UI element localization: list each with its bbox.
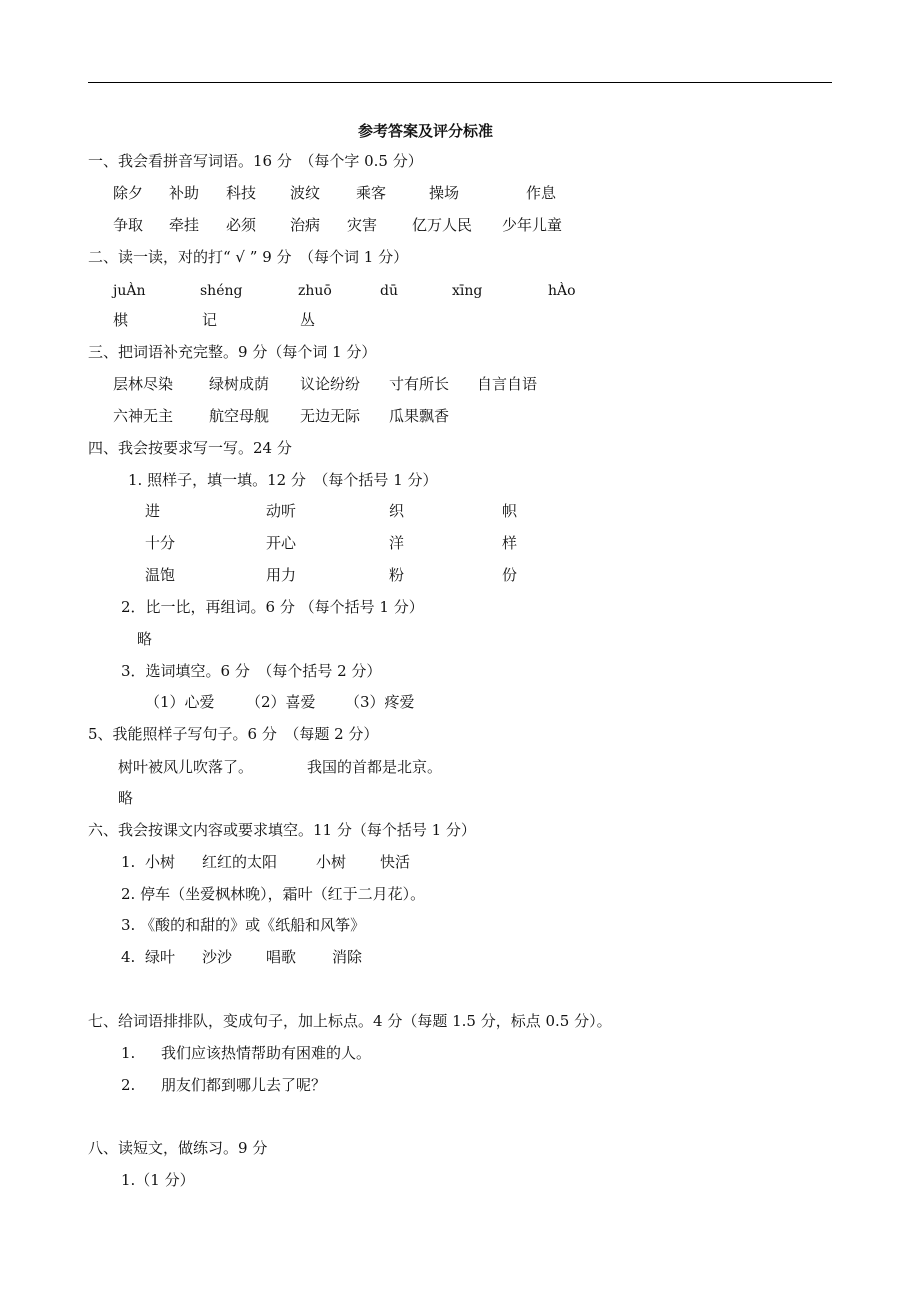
item-number: 1.	[121, 853, 136, 871]
word: 红红的太阳	[202, 853, 278, 871]
section-4-q3-label: 3．选词填空。6 分 （每个括号 2 分）	[121, 662, 382, 680]
word: 动听	[266, 502, 297, 520]
section-7-heading: 七、给词语排排队，变成句子，加上标点。4 分（每题 1.5 分，标点 0.5 分）。	[88, 1012, 612, 1030]
pinyin: hÀo	[548, 283, 576, 299]
section-4-heading: 四、我会按要求写一写。24 分	[88, 439, 292, 457]
word: 除夕	[113, 184, 144, 202]
word: 层林尽染	[113, 375, 174, 393]
item-number: 1.	[121, 1044, 136, 1062]
word: 织	[389, 502, 405, 520]
section-8-item-1: 1.（1 分）	[121, 1171, 195, 1189]
word: 自言自语	[477, 375, 538, 393]
word: 沙沙	[202, 948, 233, 966]
word: 瓜果飘香	[389, 407, 450, 425]
word: 少年儿童	[502, 216, 563, 234]
page-title: 参考答案及评分标准	[358, 122, 494, 140]
char: 丛	[300, 311, 316, 329]
word: 六神无主	[113, 407, 174, 425]
char: 棋	[113, 311, 129, 329]
word: 小树	[316, 853, 347, 871]
section-4-q2-label: 2．比一比，再组词。6 分 （每个括号 1 分）	[121, 598, 424, 616]
word: 议论纷纷	[300, 375, 361, 393]
word: 绿树成荫	[209, 375, 270, 393]
section-5-answer: 略	[118, 789, 134, 807]
item-number: 4.	[121, 948, 136, 966]
char: 记	[202, 311, 218, 329]
word: 唱歌	[266, 948, 297, 966]
pinyin: juÀn	[113, 283, 146, 299]
word: 治病	[290, 216, 321, 234]
section-4-q1-label: 1. 照样子，填一填。12 分 （每个括号 1 分）	[128, 471, 438, 489]
word: 快活	[380, 853, 411, 871]
section-5-heading: 5、我能照样子写句子。6 分 （每题 2 分）	[88, 725, 379, 743]
header-rule	[88, 82, 832, 83]
word: 航空母舰	[209, 407, 270, 425]
sentence: 我们应该热情帮助有困难的人。	[161, 1044, 372, 1062]
section-2-heading: 二、读一读，对的打“ √ ” 9 分 （每个词 1 分）	[88, 248, 409, 266]
sentence: 树叶被风儿吹落了。	[118, 758, 254, 776]
word: 无边无际	[300, 407, 361, 425]
pinyin: xīng	[452, 283, 483, 299]
word: 消除	[332, 948, 363, 966]
section-6-heading: 六、我会按课文内容或要求填空。11 分（每个括号 1 分）	[88, 821, 476, 839]
word: 用力	[266, 566, 297, 584]
word: 操场	[429, 184, 460, 202]
section-4-q2-answer: 略	[137, 630, 153, 648]
word: 补助	[169, 184, 200, 202]
pinyin: shéng	[200, 283, 243, 299]
pinyin: zhuō	[298, 283, 332, 299]
word: 绿叶	[145, 948, 176, 966]
word: 粉	[389, 566, 405, 584]
word: 进	[145, 502, 161, 520]
section-6-item-2: 2. 停车（坐爱枫林晚），霜叶（红于二月花）。	[121, 885, 426, 903]
word: 灾害	[347, 216, 378, 234]
word: 开心	[266, 534, 297, 552]
word: 样	[502, 534, 518, 552]
word: 牵挂	[169, 216, 200, 234]
word: 寸有所长	[389, 375, 450, 393]
word: 争取	[113, 216, 144, 234]
word: 科技	[226, 184, 257, 202]
word: 必须	[226, 216, 257, 234]
word: 波纹	[290, 184, 321, 202]
word: 份	[502, 566, 518, 584]
word: 洋	[389, 534, 405, 552]
sentence: 我国的首都是北京。	[307, 758, 443, 776]
word: 作息	[526, 184, 557, 202]
answer: （2）喜爱	[246, 693, 316, 711]
word: 亿万人民	[412, 216, 473, 234]
word: 帜	[502, 502, 518, 520]
answer: （3）疼爱	[345, 693, 415, 711]
item-number: 2.	[121, 1076, 136, 1094]
section-1-heading: 一、我会看拼音写词语。16 分 （每个字 0.5 分）	[88, 152, 423, 170]
word: 十分	[145, 534, 176, 552]
word: 温饱	[145, 566, 176, 584]
word: 乘客	[356, 184, 387, 202]
sentence: 朋友们都到哪儿去了呢？	[161, 1076, 327, 1094]
section-6-item-3: 3. 《酸的和甜的》或《纸船和风筝》	[121, 916, 366, 934]
pinyin: dū	[380, 283, 398, 299]
section-8-heading: 八、读短文，做练习。9 分	[88, 1139, 268, 1157]
section-3-heading: 三、把词语补充完整。9 分（每个词 1 分）	[88, 343, 377, 361]
answer: （1）心爱	[145, 693, 215, 711]
word: 小树	[145, 853, 176, 871]
